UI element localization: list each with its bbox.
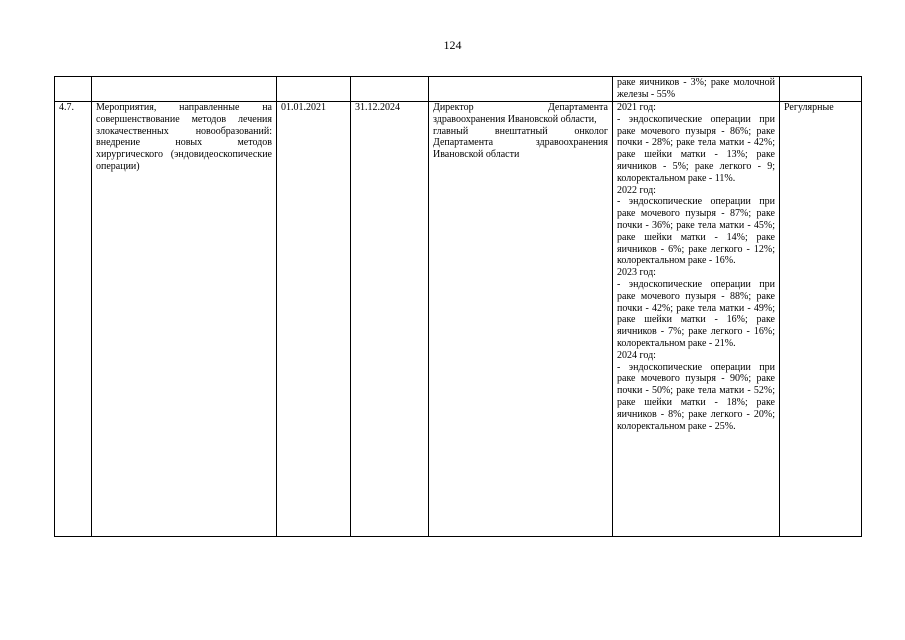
results-year: 2024 год:	[617, 349, 656, 361]
cell-empty	[92, 77, 277, 102]
results-year: 2021 год:	[617, 102, 656, 113]
cell-row-number: 4.7.	[55, 102, 92, 537]
results-text: - эндоскопические операции при раке мочевого пузыря - 86%; раке почки - 28%; раке тела матки - 42%; раке шейки матки - 13%; раке яичников - 5%; раке легкого - 9; колоректальном раке - 11%.	[617, 113, 775, 184]
cell-empty	[429, 77, 613, 102]
cell-responsible	[429, 102, 613, 537]
cell-results-continued: раке яичников - 3%; раке молочной железы - 55%	[613, 77, 780, 102]
results-year: 2022 год:	[617, 184, 656, 196]
results-text: - эндоскопические операции при раке мочевого пузыря - 88%; раке почки - 42%; раке тела матки - 49%; раке шейки матки - 16%; раке яичников - 7%; раке легкого - 16%; колоректальном раке - 21%.	[617, 278, 775, 349]
cell-frequency: Регулярные	[780, 102, 862, 537]
page-number: 124	[443, 38, 462, 52]
cell-empty	[351, 77, 429, 102]
cell-empty	[277, 77, 351, 102]
table-row-continued	[55, 77, 862, 102]
results-text: - эндоскопические операции при раке мочевого пузыря - 90%; раке почки - 50%; раке тела матки - 52%; раке шейки матки - 18%; раке яичников - 8%; раке легкого - 20%; колоректальном раке - 25%.	[617, 361, 775, 432]
cell-end-date: 31.12.2024	[351, 102, 429, 537]
responsible-line: главный внештатный онколог Департамента здравоохранения Ивановской области	[433, 125, 608, 161]
cell-results	[613, 102, 780, 537]
results-text: - эндоскопические операции при раке мочевого пузыря - 87%; раке почки - 36%; раке тела матки - 45%; раке шейки матки - 14%; раке яичников - 6%; раке легкого - 12%; колоректальном раке - 16%.	[617, 196, 775, 267]
cell-empty	[55, 77, 92, 102]
cell-empty	[780, 77, 862, 102]
cell-start-date: 01.01.2021	[277, 102, 351, 537]
table-row-4-7	[55, 102, 862, 537]
responsible-line: Директор Департамента здравоохранения Ивановской области,	[433, 102, 608, 125]
activities-table	[54, 76, 862, 537]
cell-activity: Мероприятия, направленные на совершенствование методов лечения злокачественных новообразований: внедрение новых методов хирургического (эндовидеоскопические операции)	[92, 102, 277, 537]
results-year: 2023 год:	[617, 267, 656, 279]
